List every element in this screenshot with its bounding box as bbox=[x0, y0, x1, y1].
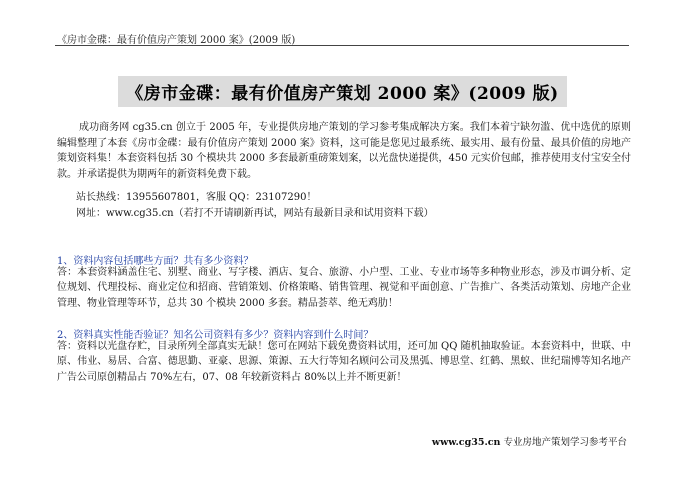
footer bbox=[432, 434, 627, 448]
footer-tagline: 专业房地产策划学习参考平台 bbox=[503, 437, 627, 448]
answer-2: 答：资料以光盘存贮，目录所列全部真实无缺！您可在网站下载免费资料试用，还可加 QQ 随机抽取验证。本套资料中，世联、中原、伟业、易居、合富、德思勤、亚豪、思源、策源、五大行等知名顾问公司及黑弧、博思堂、红鹤、黑蚁、世纪瑞博等知名地产广告公司原创精品占 70%左右，07、08 年较新资料占 80%以上并不断更新！ bbox=[57, 341, 631, 383]
question-2: 2、资料真实性能否验证？知名公司资料有多少？资料内容到什么时间？ bbox=[57, 330, 374, 341]
hotline-text: 站长热线：13955607801，客服 QQ：23107290！ bbox=[76, 192, 317, 203]
contact-block bbox=[76, 190, 434, 221]
question-1: 1、资料内容包括哪些方面？共有多少资料？ bbox=[57, 256, 254, 267]
header-rule bbox=[55, 45, 629, 46]
footer-site: www.cg35.cn bbox=[431, 437, 501, 448]
title-block bbox=[0, 76, 685, 107]
intro-paragraph: 成功商务网 cg35.cn 创立于 2005 年，专业提供房地产策划的学习参考集成解决方案。我们本着宁缺勿滥、优中选优的原则编辑整理了本套《房市金碟：最有价值房产策划 2000 案》资料，这可能是您见过最系统、最实用、最有份量、最具价值的房地产策划资料集！本套资料包括 30 个模块共 2000 多套最新重磅策划案，以光盘快递提供，450 元实价包邮，推荐使用支付宝安全付款。并承诺提供为期两年的新资料免费下载。 bbox=[57, 122, 631, 180]
running-header: 《房市金碟：最有价值房产策划 2000 案》(2009 版) bbox=[57, 35, 296, 46]
document-title: 《房市金碟：最有价值房产策划 2000 案》(2009 版) bbox=[118, 76, 566, 107]
website-text: 网址：www.cg35.cn（若打不开请刷新再试，网站有最新目录和试用资料下载） bbox=[76, 207, 434, 219]
answer-1: 答：本套资料涵盖住宅、别墅、商业、写字楼、酒店、复合、旅游、小户型、工业、专业市场等多种物业形态，涉及市调分析、定位规划、代理投标、商业定位和招商、营销策划、价格策略、销售管理、视觉和平面创意、广告推广、各类活动策划、房地产企业管理、物业管理等环节，总共 30 个模块 2000 多套。精品荟萃、绝无鸡肋！ bbox=[57, 267, 631, 309]
